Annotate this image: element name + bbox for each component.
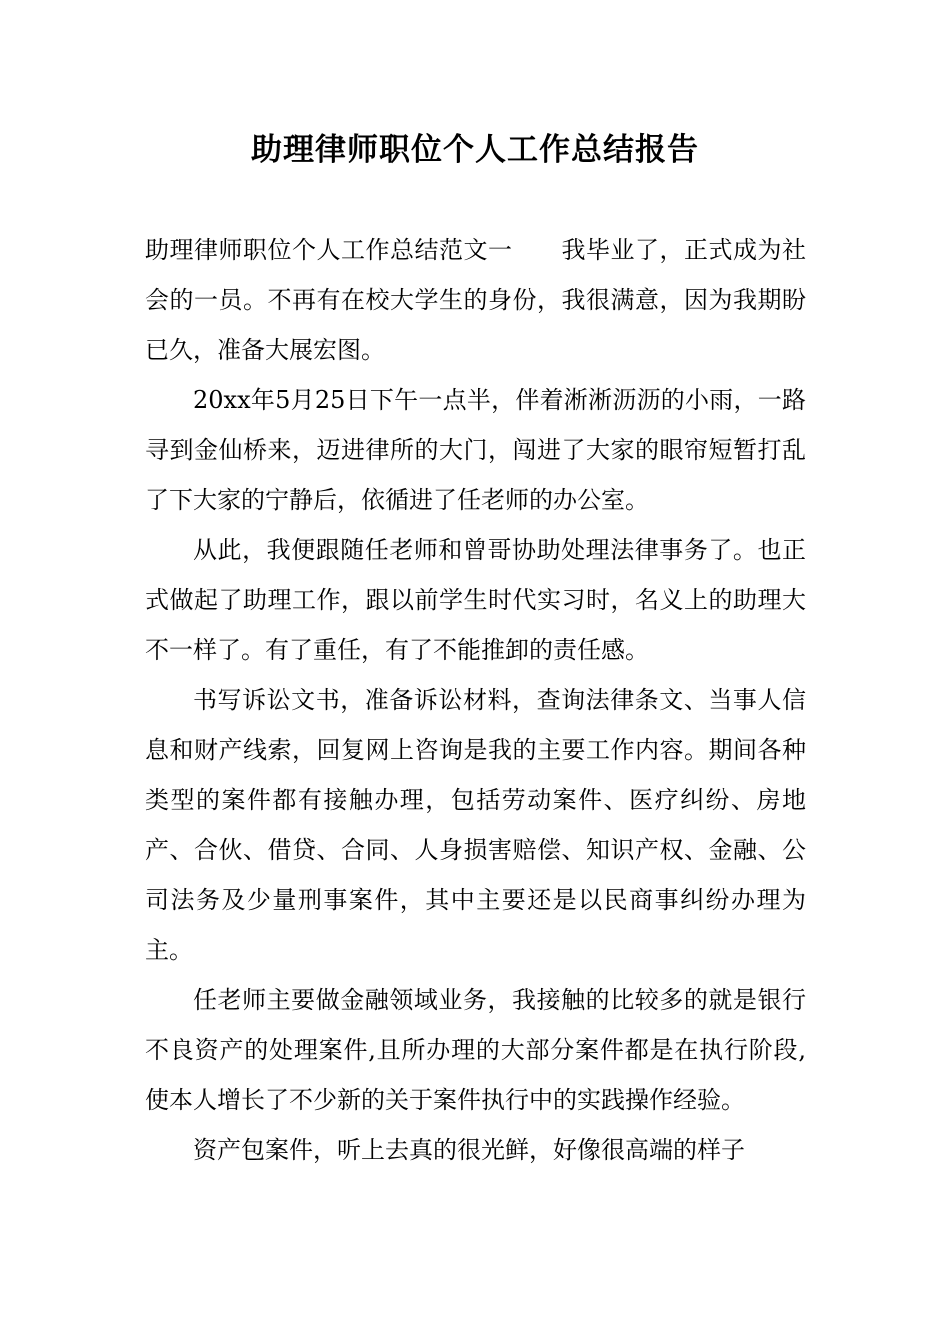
document-body [145,225,806,1175]
paragraph-4: 书写诉讼文书，准备诉讼材料，查询法律条文、当事人信息和财产线索，回复网上咨询是我的主要工作内容。期间各种类型的案件都有接触办理，包括劳动案件、医疗纠纷、房地产、合伙、借贷、合同、人身损害赔偿、知识产权、金融、公司法务及少量刑事案件，其中主要还是以民商事纠纷办理为主。 [145,686,806,964]
paragraph-5: 任老师主要做金融领域业务，我接触的比较多的就是银行不良资产的处理案件,且所办理的大部分案件都是在执行阶段,使本人增长了不少新的关于案件执行中的实践操作经验。 [145,986,806,1114]
paragraph-3: 从此，我便跟随任老师和曾哥协助处理法律事务了。也正式做起了助理工作，跟以前学生时代实习时，名义上的助理大不一样了。有了重任，有了不能推卸的责任感。 [145,536,806,664]
paragraph-1: 助理律师职位个人工作总结范文一 我毕业了，正式成为社会的一员。不再有在校大学生的身份，我很满意，因为我期盼已久，准备大展宏图。 [145,236,806,364]
paragraph-6: 资产包案件，听上去真的很光鲜，好像很高端的样子 [193,1136,745,1164]
document-title: 助理律师职位个人工作总结报告 [251,132,699,168]
paragraph-2: 20xx年5月25日下午一点半，伴着淅淅沥沥的小雨，一路寻到金仙桥来，迈进律所的大门，闯进了大家的眼帘短暂打乱了下大家的宁静后，依循进了任老师的办公室。 [145,386,806,514]
